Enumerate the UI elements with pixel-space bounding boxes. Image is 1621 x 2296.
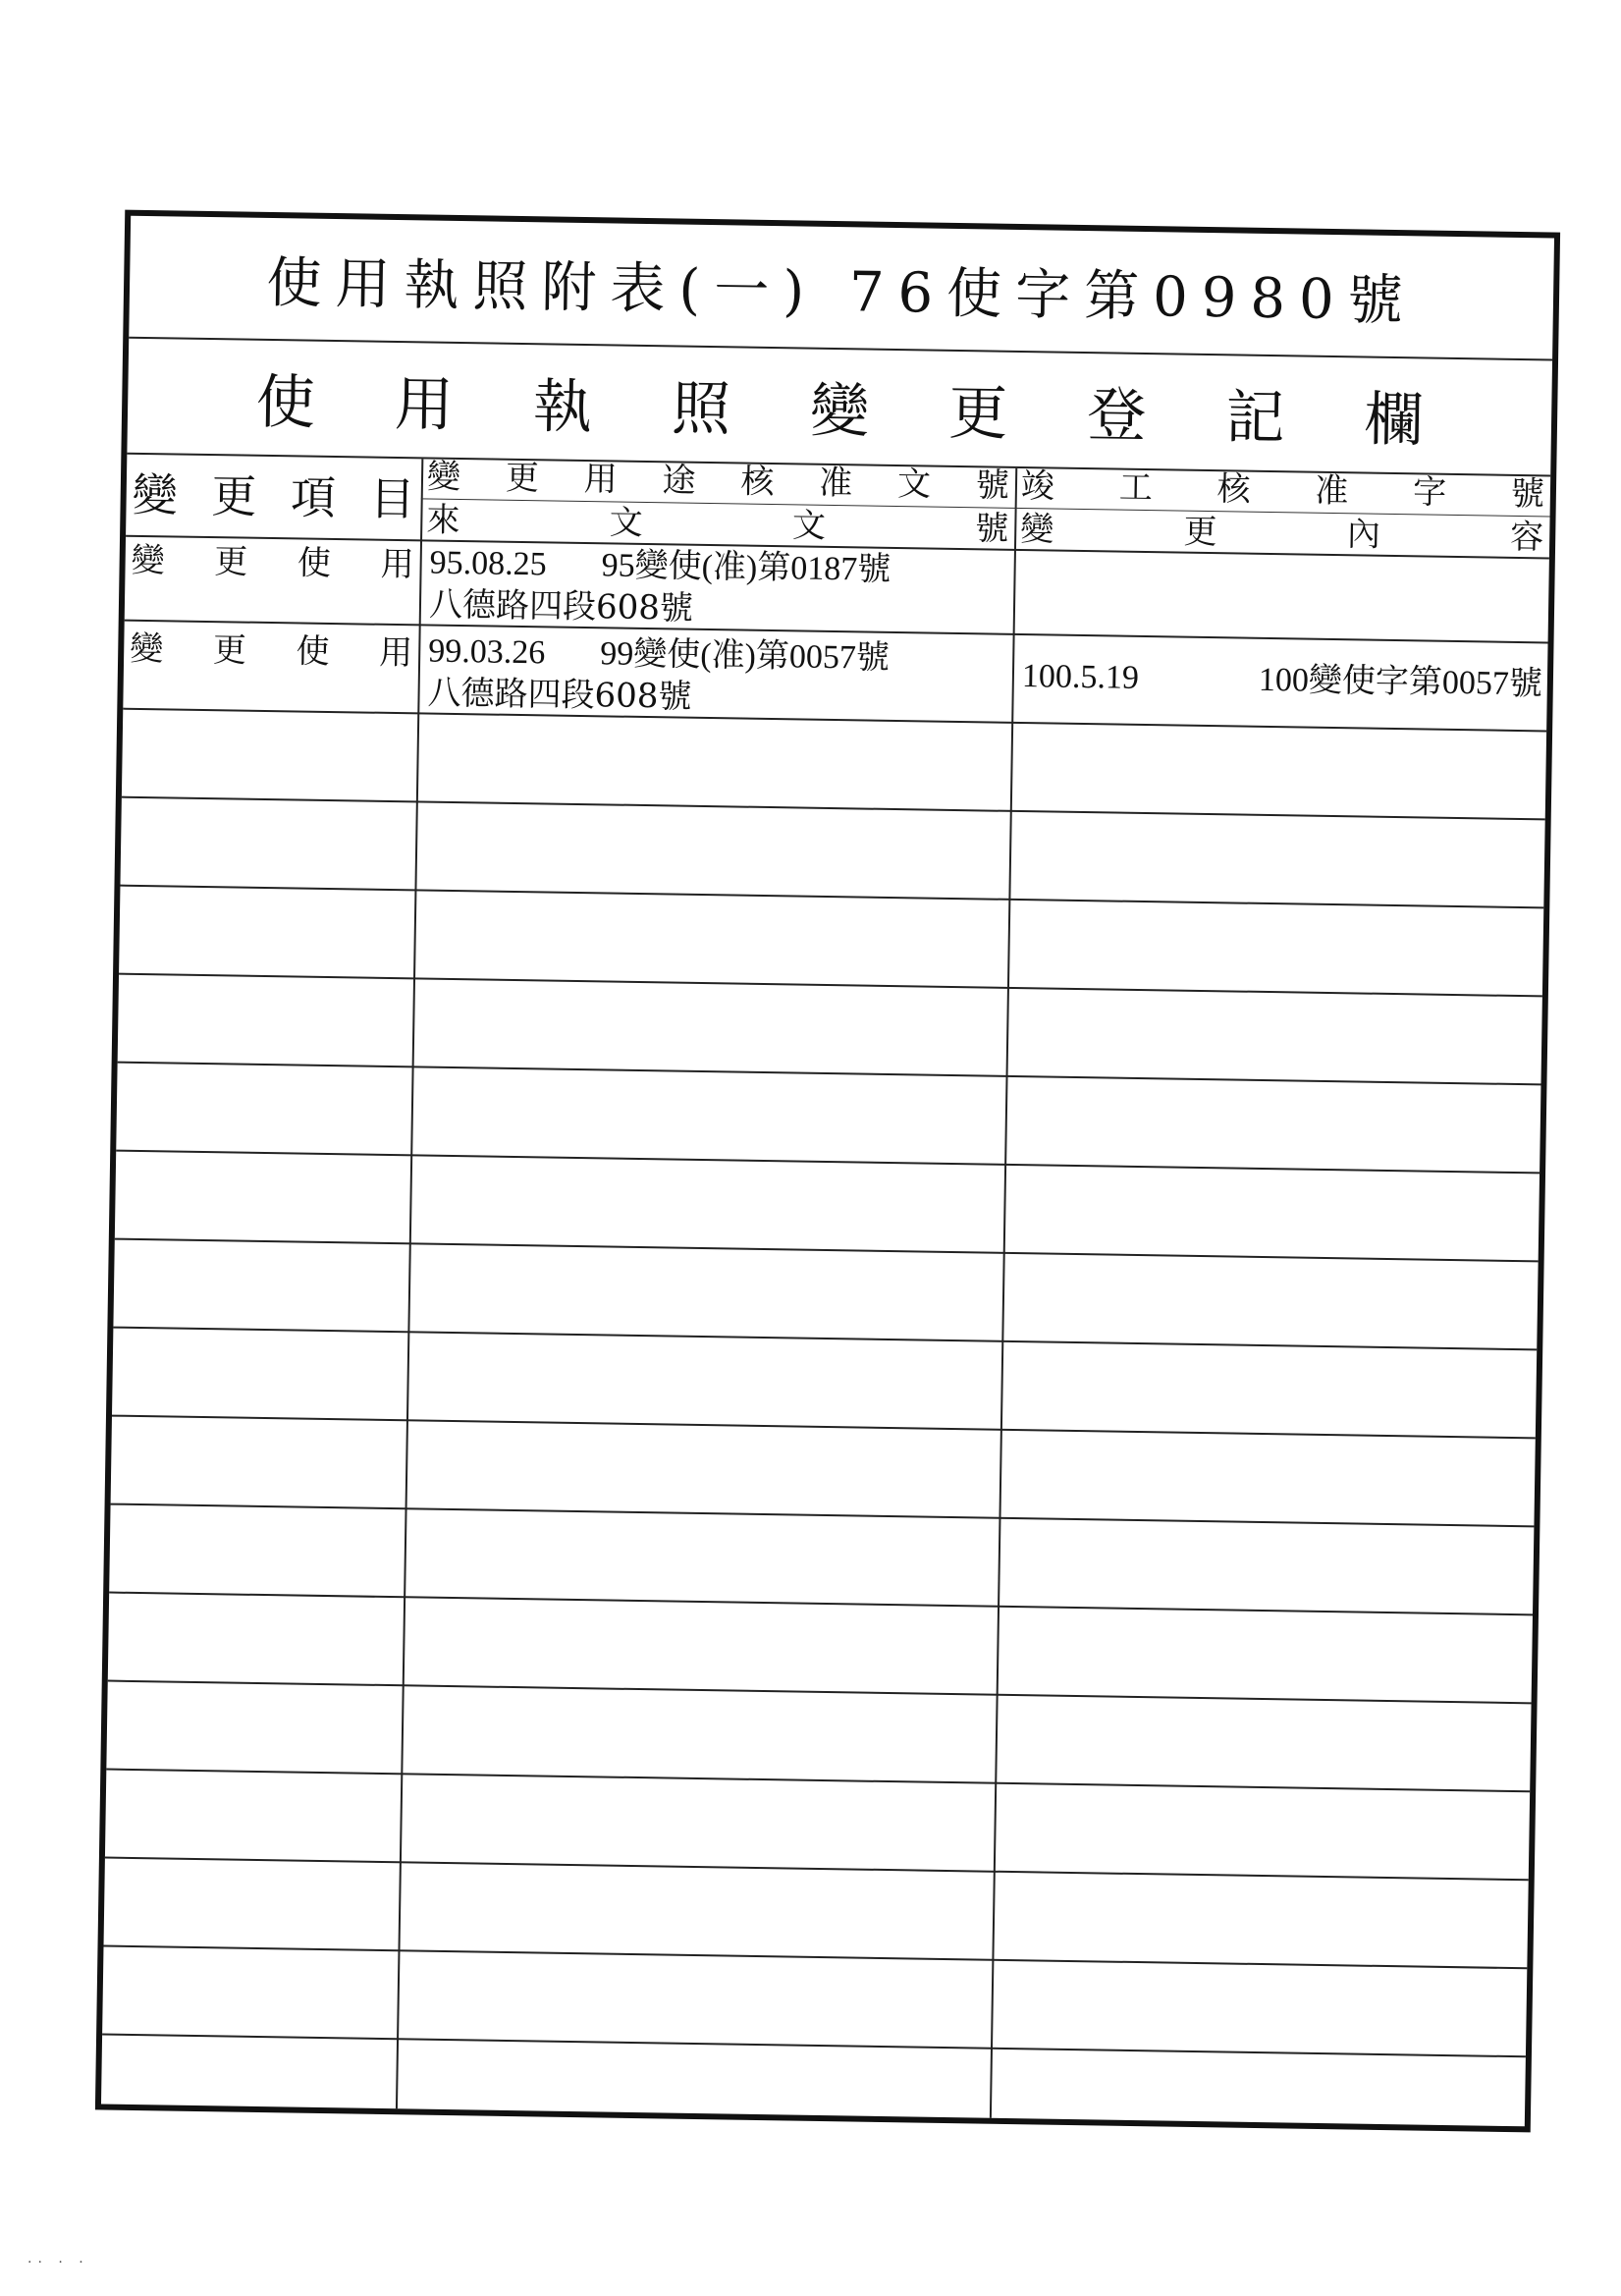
sheet-title-text: 使用執照附表(一) 76使字第0980號 <box>265 250 1418 333</box>
row-line <box>111 1503 1535 1528</box>
header-char: 准 <box>818 463 853 504</box>
entry-char: 更 <box>212 630 247 671</box>
row-line <box>113 1327 1537 1351</box>
header-char: 文 <box>896 465 932 505</box>
license-sheet <box>95 210 1560 2133</box>
row-line <box>105 1857 1529 1882</box>
header-char: 准 <box>1315 470 1349 512</box>
row-line <box>116 1150 1540 1175</box>
header-char: 更 <box>210 469 257 523</box>
entry-address: 八德路四段608號 <box>428 584 694 629</box>
header-char: 更 <box>1183 512 1217 553</box>
entry-address: 八德路四段608號 <box>427 673 692 717</box>
header-char: 工 <box>1118 467 1154 509</box>
row-line <box>104 1945 1528 1970</box>
header-char: 變 <box>132 467 179 522</box>
approval-date: 99.03.26 <box>427 632 546 672</box>
header-char: 變 <box>426 457 461 498</box>
header-char: 號 <box>974 509 1009 549</box>
header-char: 文 <box>609 503 643 543</box>
heading-char: 用 <box>394 369 455 440</box>
header-change-item <box>126 468 421 527</box>
heading-char: 更 <box>947 378 1008 449</box>
header-char: 項 <box>290 470 337 525</box>
sheet-title <box>129 216 1554 361</box>
completion-number: 100變使字第0057號 <box>1258 661 1543 703</box>
scan-margin-marks: ·· · · <box>27 2255 89 2270</box>
row-line <box>109 1592 1533 1616</box>
row-line <box>122 796 1545 821</box>
header-char: 用 <box>583 460 619 500</box>
entry-char: 更 <box>214 542 248 582</box>
row-line <box>119 973 1542 998</box>
entry-char: 使 <box>296 631 330 672</box>
approval-date: 95.08.25 <box>429 544 547 583</box>
heading-char: 變 <box>809 376 870 447</box>
entry-change-item <box>124 629 419 675</box>
entry-char: 變 <box>129 629 164 670</box>
row-line <box>120 885 1543 909</box>
header-completion-no <box>1015 466 1551 515</box>
row-line <box>108 1680 1532 1705</box>
heading-char: 欄 <box>1363 385 1425 456</box>
header-char: 途 <box>662 461 696 501</box>
entry-char: 用 <box>380 544 414 585</box>
approval-number: 99變使(准)第0057號 <box>599 635 891 677</box>
entry-char: 變 <box>131 540 165 581</box>
entry-change-item <box>125 541 420 586</box>
row-line <box>106 1769 1530 1793</box>
header-char: 目 <box>369 471 416 526</box>
header-char: 來 <box>426 500 460 541</box>
header-char: 字 <box>1412 472 1447 513</box>
header-char: 竣 <box>1020 466 1055 507</box>
heading-char: 照 <box>671 374 731 445</box>
row-line <box>102 2034 1526 2058</box>
register-table <box>101 455 1550 2127</box>
header-char: 核 <box>740 462 775 503</box>
header-char: 變 <box>1019 510 1054 550</box>
approval-number: 95變使(准)第0187號 <box>601 547 892 588</box>
header-char: 核 <box>1216 469 1251 510</box>
register-heading <box>127 339 1552 477</box>
entry-completion-line <box>1022 657 1543 705</box>
header-char: 文 <box>791 506 827 546</box>
header-char: 號 <box>975 465 1010 506</box>
entry-char: 用 <box>378 632 413 674</box>
heading-char: 登 <box>1086 381 1147 451</box>
header-char: 更 <box>505 458 540 499</box>
row-line <box>112 1415 1536 1440</box>
heading-char: 記 <box>1224 383 1285 454</box>
header-char: 號 <box>1510 473 1545 515</box>
completion-date: 100.5.19 <box>1021 658 1140 696</box>
heading-char: 使 <box>255 367 316 438</box>
entry-completion-line <box>1024 567 1544 574</box>
heading-char: 執 <box>532 372 593 443</box>
header-char: 內 <box>1346 515 1381 555</box>
header-char: 容 <box>1509 517 1544 558</box>
row-line <box>118 1062 1541 1086</box>
header-change-content <box>1014 510 1550 558</box>
row-line <box>115 1238 1539 1263</box>
entry-char: 使 <box>297 543 332 583</box>
